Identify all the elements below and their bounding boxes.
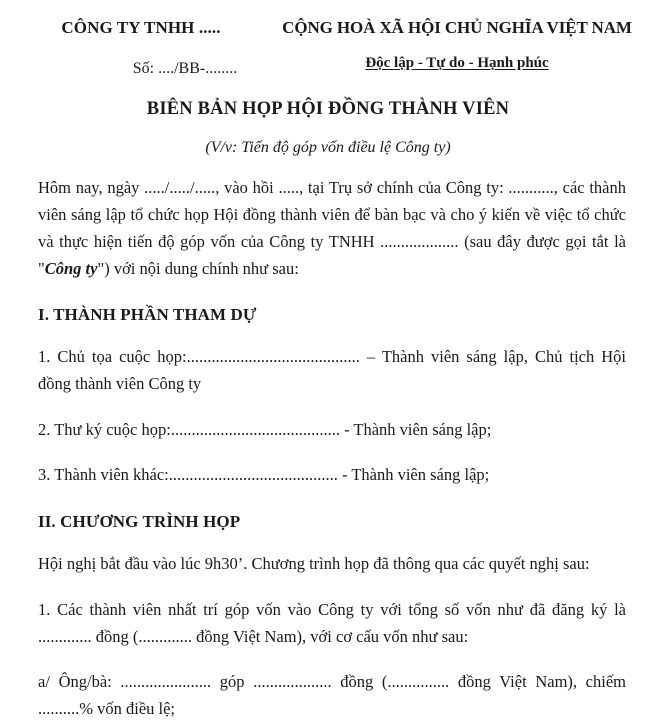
intro-paragraph <box>38 175 626 282</box>
intro-paragraph-part-1: Hôm nay, ngày ...../...../....., vào hồi ....., tại Trụ sở chính của Công ty: ..........., các thành viên sáng lập tổ chức họp Hội đồng thành viên để bàn bạc và cho ý kiến về việc tổ chức và thực hiện tiến độ góp vốn của Công ty TNHH ................... (sau đây được gọi tắt là " <box>38 178 626 278</box>
intro-paragraph-emphasis: Công ty <box>44 258 98 278</box>
national-motto: Độc lập - Tự do - Hạnh phúc <box>365 55 549 72</box>
section-heading-i: I. THÀNH PHẦN THAM DỰ <box>38 305 257 325</box>
section-heading-ii: II. CHƯƠNG TRÌNH HỌP <box>38 512 241 532</box>
reference-number: Số: ..../BB-........ <box>132 60 238 78</box>
page-title: BIÊN BẢN HỌP HỘI ĐỒNG THÀNH VIÊN <box>146 99 510 120</box>
header-right-block <box>276 18 664 72</box>
section-ii-paragraph-3: a/ Ông/bà: ...................... góp ................... đồng (............... đồng Việt Nam), chiếm ..........% vốn điều lệ; <box>38 672 626 719</box>
header-left-block <box>0 18 276 78</box>
section-i-item-3: 3. Thành viên khác:......................................... - Thành viên sáng lập; <box>38 465 490 485</box>
company-name: CÔNG TY TNHH ..... <box>61 18 221 37</box>
intro-paragraph-part-2: ") với nội dung chính như sau: <box>97 258 299 278</box>
document-body <box>0 175 664 722</box>
section-ii-paragraph-2: 1. Các thành viên nhất trí góp vốn vào Công ty với tổng số vốn như đã đăng ký là ............. đồng (............. đồng Việt Nam), với cơ cấu vốn như sau: <box>38 599 626 646</box>
section-i-item-1: 1. Chủ tọa cuộc họp:.......................................... – Thành viên sáng lập, Chủ tịch Hội đồng thành viên Công ty <box>38 347 626 393</box>
section-ii-paragraph-1: Hội nghị bắt đầu vào lúc 9h30’. Chương trình họp đã thông qua các quyết nghị sau: <box>38 554 590 574</box>
page-subtitle: (V/v: Tiến độ góp vốn điều lệ Công ty) <box>205 139 451 157</box>
document-header <box>0 0 664 78</box>
section-i-item-2: 2. Thư ký cuộc họp:......................................... - Thành viên sáng lập; <box>38 419 492 439</box>
national-title: CỘNG HOÀ XÃ HỘI CHỦ NGHĨA VIỆT NAM <box>282 18 632 37</box>
